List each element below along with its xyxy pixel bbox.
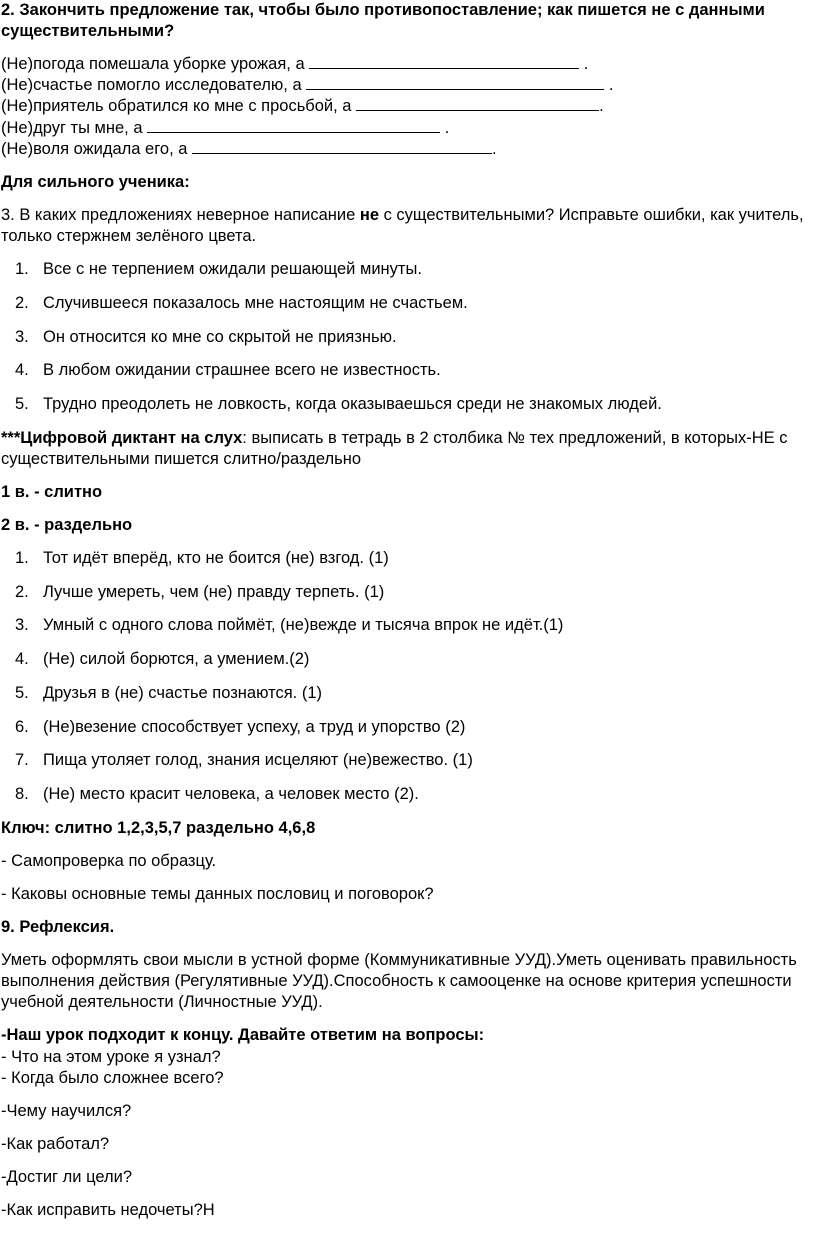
list-item: 4. В любом ожидании страшнее всего не известность. <box>15 361 441 380</box>
answer-blank[interactable] <box>306 75 604 90</box>
task3-list <box>1 259 816 415</box>
self-check: - Самопроверка по образцу. <box>1 851 217 870</box>
dictation-list <box>1 548 816 805</box>
answer-blank[interactable] <box>192 139 492 154</box>
closing-heading: -Наш урок подходит к концу. Давайте ответим на вопросы: <box>1 1026 485 1045</box>
task2-lines <box>1 54 816 160</box>
list-item: 2. Лучше умереть, чем (не) правду терпеть. (1) <box>15 582 385 601</box>
answer-blank[interactable] <box>147 118 440 133</box>
list-item: 5. Трудно преодолеть не ловкость, когда оказываешься среди не знакомых людей. <box>15 394 662 413</box>
list-item: 5. Друзья в (не) счастье познаются. (1) <box>15 683 322 702</box>
list-item: 6. (Не)везение способствует успеху, а труд и упорство (2) <box>15 717 466 736</box>
task2-line: (Не)погода помешала уборке урожая, а . <box>1 55 589 74</box>
question: - Что на этом уроке я узнал? <box>1 1047 221 1066</box>
variant-2: 2 в. - раздельно <box>1 515 133 534</box>
strong-student-heading: Для сильного ученика: <box>1 172 190 191</box>
task2-line: (Не)друг ты мне, а . <box>1 118 450 137</box>
question: -Как работал? <box>1 1134 110 1153</box>
list-item: 2. Случившееся показалось мне настоящим не счастьем. <box>15 293 468 312</box>
task3-text: 3. В каких предложениях неверное написание не с существительными? Исправьте ошибки, как учитель, только стержнем зелёного цвета. <box>1 205 804 245</box>
task2-line-text: (Не)воля ожидала его, а <box>1 139 192 158</box>
task2-line-text: (Не)счастье помогло исследователю, а <box>1 76 307 95</box>
variant-1: 1 в. - слитно <box>1 482 103 501</box>
list-item: 7. Пища утоляет голод, знания исцеляют (не)вежество. (1) <box>15 751 473 770</box>
answer-blank[interactable] <box>356 96 599 111</box>
question: -Чему научился? <box>1 1101 132 1120</box>
answer-blank[interactable] <box>309 54 579 69</box>
answer-key: Ключ: слитно 1,2,3,5,7 раздельно 4,6,8 <box>1 818 316 837</box>
question: - Когда было сложнее всего? <box>1 1068 224 1087</box>
task2-line: (Не)приятель обратился ко мне с просьбой, а . <box>1 97 604 116</box>
task2-line: (Не)счастье помогло исследователю, а . <box>1 76 614 95</box>
list-item: 3. Он относится ко мне со скрытой не приязнью. <box>15 327 397 346</box>
task2-line-text: (Не)приятель обратился ко мне с просьбой, а <box>1 97 357 116</box>
task2-line-text: (Не)друг ты мне, а <box>1 118 148 137</box>
task2-line-text: (Не)погода помешала уборке урожая, а <box>1 55 310 74</box>
list-item: 1. Тот идёт вперёд, кто не боится (не) взгод. (1) <box>15 549 389 568</box>
question: -Как исправить недочеты?Н <box>1 1201 215 1220</box>
list-item: 4. (Не) силой борются, а умением.(2) <box>15 650 310 669</box>
list-item: 3. Умный с одного слова поймёт, (не)вежде и тысяча впрок не идёт.(1) <box>15 616 564 635</box>
question: -Достиг ли цели? <box>1 1167 133 1186</box>
themes-question: - Каковы основные темы данных пословиц и поговорок? <box>1 884 434 903</box>
list-item: 8. (Не) место красит человека, а человек место (2). <box>15 784 419 803</box>
reflection-heading: 9. Рефлексия. <box>1 918 115 936</box>
list-item: 1. Все с не терпением ожидали решающей минуты. <box>15 260 422 279</box>
task2-heading: 2. Закончить предложение так, чтобы было противопоставление; как пишется не с данными существительными? <box>1 1 765 41</box>
task2-line: (Не)воля ожидала его, а . <box>1 139 497 158</box>
dictation-instructions: ***Цифровой диктант на слух: выписать в тетрадь в 2 столбика № тех предложений, в которых-НЕ с существительными пишется слитно/раздельно <box>1 428 788 468</box>
reflection-text: Уметь оформлять свои мысли в устной форме (Коммуникативные УУД).Уметь оценивать правильность выполнения действия (Регулятивные УУД).Способность к самооценке на основе критерия успешности учебной деятельности (Личностные УУД). <box>1 951 797 1012</box>
